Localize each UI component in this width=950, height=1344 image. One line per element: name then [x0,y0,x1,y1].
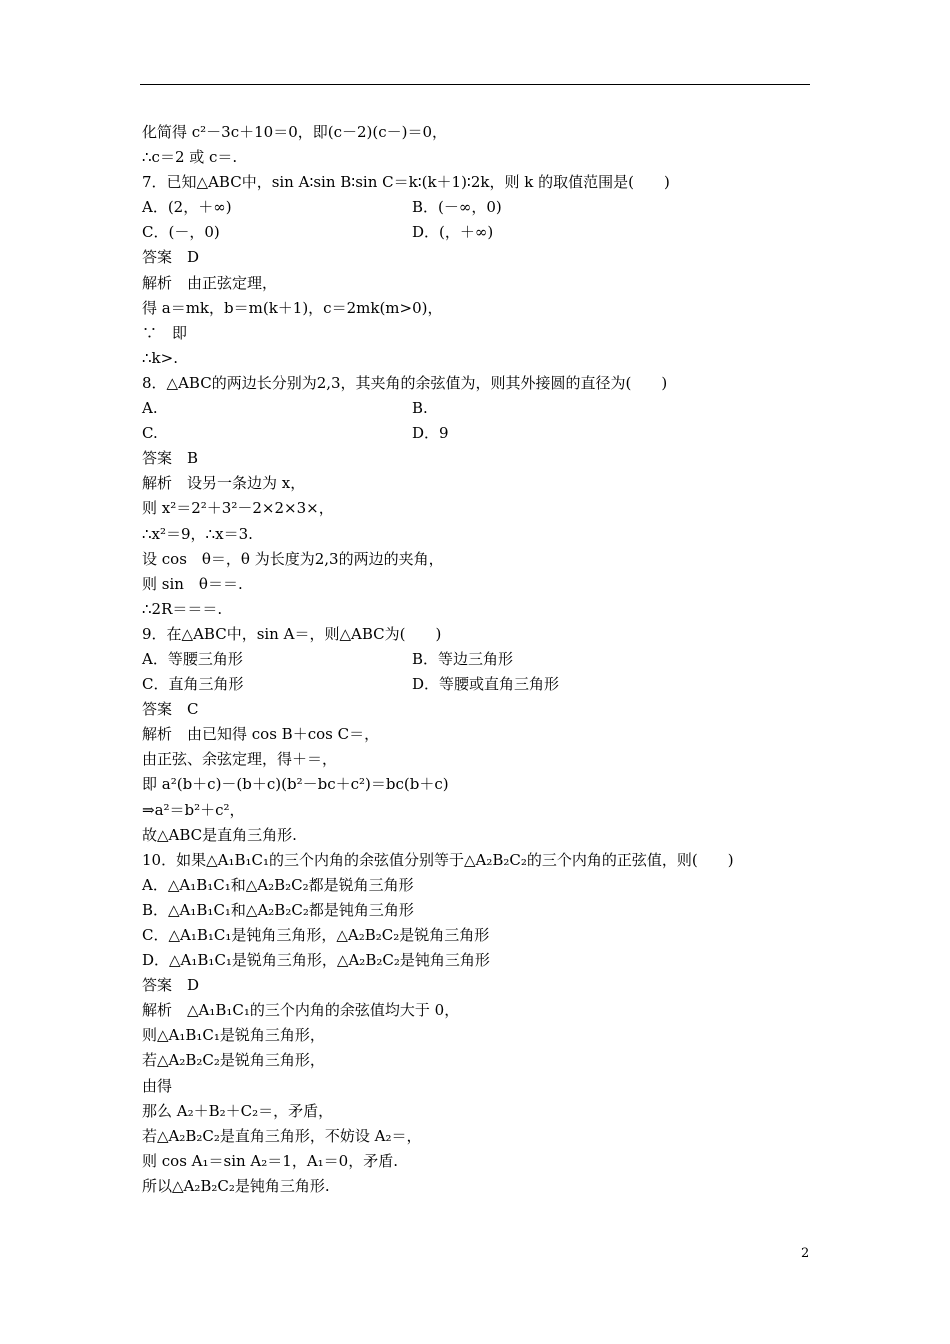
line-text: 化简得 c²－3c＋10＝0，即(c－2)(c－)＝0， [142,123,448,141]
text-line [142,848,822,873]
text-line [142,973,822,998]
text-line [142,1149,822,1174]
line-text: ∴2R＝＝＝. [142,599,223,618]
option-right: B．(－∞，0) [412,198,502,217]
line-text: 8．△ABC的两边长分别为2,3，其夹角的余弦值为，则其外接圆的直径为( ) [142,373,668,392]
line-text: C．△A₁B₁C₁是钝角三角形，△A₂B₂C₂是锐角三角形 [142,926,490,944]
line-text: 若△A₂B₂C₂是锐角三角形， [142,1051,325,1070]
option-right: B. [412,399,428,418]
line-text: A．(2，＋∞) [142,198,232,217]
text-line [142,998,822,1023]
line-text: 若△A₂B₂C₂是直角三角形，不妨设 A₂＝， [142,1126,422,1145]
text-line [142,421,822,446]
text-line [142,1023,822,1048]
line-text: 解析 由正弦定理， [142,273,278,292]
text-line [142,271,822,296]
line-text: 故△ABC是直角三角形. [142,825,297,844]
line-text: 7．已知△ABC中，sin A∶sin B∶sin C＝k∶(k＋1)∶2k，则 k 的取值范围是( ) [142,173,670,192]
option-right: D．(，＋∞) [412,223,494,242]
text-line [142,220,822,245]
text-line [142,522,822,547]
line-text: 则 sin θ＝＝. [142,574,243,593]
text-line [142,772,822,797]
text-line [142,1124,822,1149]
text-line [142,647,822,672]
text-line [142,396,822,421]
line-text: 得 a＝mk，b＝m(k＋1)，c＝2mk(m>0)， [142,298,443,317]
text-line [142,496,822,521]
line-text: 解析 由已知得 cos B＋cos C＝， [142,725,380,744]
header-rule [140,84,810,85]
line-text: 即 a²(b＋c)－(b＋c)(b²－bc＋c²)＝bc(b＋c) [142,775,449,794]
line-text: 那么 A₂＋B₂＋C₂＝，矛盾， [142,1101,334,1120]
text-line [142,296,822,321]
text-line [142,923,822,948]
line-text: 则 cos A₁＝sin A₂＝1，A₁＝0，矛盾. [142,1151,398,1170]
line-text: C．(－，0) [142,223,220,242]
line-text: 由正弦、余弦定理，得＋＝， [142,750,338,769]
option-right: D．9 [412,424,449,443]
text-line [142,170,822,195]
line-text: ∴c＝2 或 c＝. [142,148,238,167]
line-text: 则 x²＝2²＋3²－2×2×3×， [142,499,334,518]
line-text: 答案 B [142,449,199,468]
text-line [142,145,822,170]
text-line [142,823,822,848]
text-line [142,371,822,396]
text-line [142,1099,822,1124]
text-line [142,747,822,772]
text-line [142,948,822,973]
text-line [142,697,822,722]
line-text: 10．如果△A₁B₁C₁的三个内角的余弦值分别等于△A₂B₂C₂的三个内角的正弦值，则( ) [142,850,734,869]
line-text: A．△A₁B₁C₁和△A₂B₂C₂都是锐角三角形 [142,875,414,894]
line-text: ∴x²＝9，∴x＝3. [142,524,253,543]
line-text: C. [142,424,158,443]
text-line [142,1174,822,1199]
line-text: A. [142,399,158,418]
line-text: 解析 △A₁B₁C₁的三个内角的余弦值均大于 0， [142,1001,460,1020]
option-right: B．等边三角形 [412,649,514,668]
text-line [142,873,822,898]
text-line [142,572,822,597]
text-line [142,1074,822,1099]
line-text: C．直角三角形 [142,675,244,694]
line-text: 设 cos θ＝，θ 为长度为2,3的两边的夹角， [142,549,444,568]
text-line [142,547,822,572]
page-number: 2 [801,1246,810,1261]
text-line [142,321,822,346]
line-text: D．△A₁B₁C₁是锐角三角形，△A₂B₂C₂是钝角三角形 [142,951,490,970]
text-line [142,245,822,270]
text-line [142,622,822,647]
text-line [142,195,822,220]
line-text: ∴k>. [142,348,178,367]
line-text: 由得 [142,1076,173,1095]
line-text: B．△A₁B₁C₁和△A₂B₂C₂都是钝角三角形 [142,900,414,919]
line-text: ∵ 即 [142,323,188,342]
line-text: 答案 D [142,248,200,267]
text-line [142,597,822,622]
line-text: 所以△A₂B₂C₂是钝角三角形. [142,1176,330,1195]
text-line [142,120,822,145]
document-body [142,120,822,1199]
line-text: 答案 C [142,700,199,719]
text-line [142,672,822,697]
line-text: 则△A₁B₁C₁是锐角三角形， [142,1026,325,1045]
option-right: D．等腰或直角三角形 [412,675,560,694]
line-text: 解析 设另一条边为 x， [142,474,306,493]
text-line [142,722,822,747]
text-line [142,798,822,823]
line-text: ⇒a²＝b²＋c²， [142,800,245,819]
text-line [142,446,822,471]
text-line [142,1048,822,1073]
line-text: 9．在△ABC中，sin A＝，则△ABC为( ) [142,624,442,643]
text-line [142,346,822,371]
text-line [142,898,822,923]
line-text: 答案 D [142,976,200,995]
line-text: A．等腰三角形 [142,649,243,668]
text-line [142,471,822,496]
